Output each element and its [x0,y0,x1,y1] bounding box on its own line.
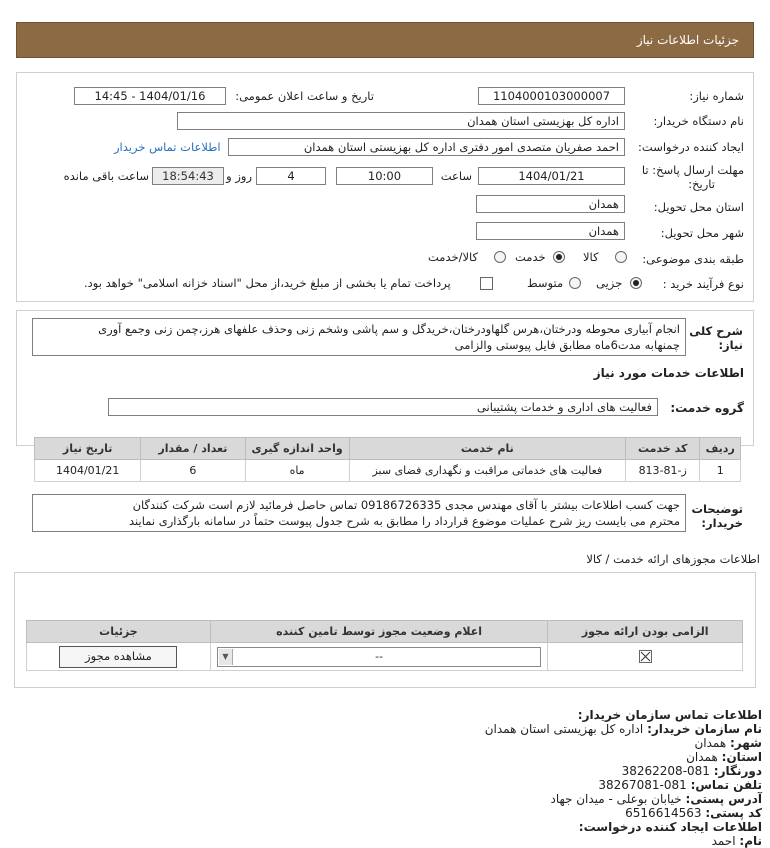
buyer-notes-line-1: جهت کسب اطلاعات بیشتر با آقای مهندس مجدی 09186726335 تماس حاصل فرمائید لازم است شرکت کنندگان [132,498,680,512]
permit-status-value: -- [375,649,384,663]
process-radio-medium[interactable] [569,277,581,289]
services-table [34,437,741,482]
need-details-panel [16,72,754,302]
contact-org: نام سازمان خریدار: اداره کل بهزیستی استان همدان [484,722,762,736]
requester-field: احمد صفریان متصدی امور دفتری اداره کل بهزیستی استان همدان [228,138,625,156]
city-field: همدان [476,222,625,240]
service-group-label: گروه خدمت: [670,401,744,415]
table-row [35,460,741,482]
treasury-payment-checkbox[interactable] [480,277,493,290]
description-box [32,318,686,356]
buyer-org-label: نام دستگاه خریدار: [653,114,744,128]
description-label-2: نیاز: [718,338,743,352]
deadline-label-date: تاریخ: [688,177,715,191]
cell-row: 1 [700,460,741,482]
deadline-date-field: 1404/01/21 [478,167,625,185]
category-option-goods-service: کالا/خدمت [428,250,479,264]
process-radio-minor[interactable] [630,277,642,289]
permits-table [26,620,743,671]
remaining-time-field: 18:54:43 [152,167,224,185]
category-radio-goods[interactable] [615,251,627,263]
province-label: استان محل تحویل: [653,200,744,214]
col-service-name: نام خدمت [349,438,625,460]
permits-table-header [27,621,743,643]
service-group-field: فعالیت های اداری و خدمات پشتیبانی [108,398,658,416]
cell-unit: ماه [245,460,349,482]
remaining-label: ساعت باقی مانده [63,169,149,183]
table-row [27,643,743,671]
cell-service-name: فعالیت های خدماتی مراقبت و نگهداری فضای سبز [349,460,625,482]
contact-fax: دورنگار: 081-38262208 [621,764,762,778]
col-row: ردیف [700,438,741,460]
cell-quantity: 6 [141,460,245,482]
col-service-code: کد خدمت [626,438,700,460]
creator-title: اطلاعات ایجاد کننده درخواست: [578,820,762,834]
contact-title: اطلاعات تماس سازمان خریدار: [577,708,762,722]
permit-status-select[interactable] [217,647,541,667]
process-option-medium: متوسط [527,276,564,290]
creator-name: نام: احمد [711,834,762,848]
contact-phone: تلفن تماس: 081-38267081 [598,778,762,792]
need-number-label: شماره نیاز: [689,89,744,103]
contact-city: شهر: همدان [694,736,762,750]
buyer-contact-link[interactable]: اطلاعات تماس خریدار [114,140,221,154]
deadline-label: مهلت ارسال پاسخ: تا [641,163,744,177]
cell-permit-details [27,643,211,671]
description-text-line-1: انجام آبیاری محوطه ودرختان،هرس گلهاودرختان،خریدگل و سم پاشی وشخم زنی وحذف علفهای هرز،چمن زنی وجمع آوری [98,322,680,336]
dropdown-arrow-icon[interactable]: ▼ [219,649,233,665]
description-text-line-2: چمنهابه مدت6ماه مطابق فایل پیوستی والزامی [454,338,680,352]
city-label: شهر محل تحویل: [660,226,744,240]
category-radio-goods-service[interactable] [494,251,506,263]
buyer-notes-line-2: محترم می بایست ریز شرح عملیات موضوع قرارداد را مطابق به شرح جدول پیوست حتماً در سامانه بارگذاری نمایند [129,514,680,528]
process-option-minor: جزیی [596,276,623,290]
col-permit-status: اعلام وضعیت مجوز توسط تامین کننده [210,621,547,643]
page-header [16,22,754,58]
checkbox-cross-icon [640,651,651,662]
view-permit-button[interactable]: مشاهده مجوز [59,646,177,668]
contact-postal-code: کد پستی: 6516614563 [625,806,762,820]
category-label: طبقه بندی موضوعی: [642,252,744,266]
col-permit-details: جزئیات [27,621,211,643]
contact-address: آدرس پستی: خیابان بوعلی - میدان جهاد [550,792,762,806]
deadline-time-label: ساعت [440,169,472,183]
process-label: نوع فرآیند خرید : [662,277,744,291]
province-field: همدان [476,195,625,213]
cell-service-code: ز-81-813 [626,460,700,482]
buyer-notes-label: توضیحات [691,502,743,516]
category-radio-service[interactable] [553,251,565,263]
page-title: جزئیات اطلاعات نیاز [636,33,739,47]
category-option-service: خدمت [515,250,546,264]
need-number-field: 1104000103000007 [478,87,625,105]
col-permit-required: الزامی بودن ارائه مجوز [548,621,743,643]
buyer-notes-label-2: خریدار: [701,516,743,530]
col-unit: واحد اندازه گیری [245,438,349,460]
requester-label: ایجاد کننده درخواست: [638,140,744,154]
col-quantity: تعداد / مقدار [141,438,245,460]
buyer-notes-box [32,494,686,532]
treasury-payment-note: پرداخت تمام یا بخشی از مبلغ خرید،از محل "اسناد خزانه اسلامی" خواهد بود. [84,276,451,290]
services-section-title: اطلاعات خدمات مورد نیاز [593,366,744,380]
services-table-header [35,438,741,460]
days-field: 4 [256,167,326,185]
announce-label: تاریخ و ساعت اعلان عمومی: [235,89,374,103]
cell-permit-status [210,643,547,671]
cell-need-date: 1404/01/21 [35,460,141,482]
category-option-goods: کالا [583,250,599,264]
permits-section-title: اطلاعات مجوزهای ارائه خدمت / کالا [586,552,760,566]
days-label: روز و [226,169,252,183]
deadline-time-field: 10:00 [336,167,433,185]
description-label: شرح کلی [689,324,743,338]
cell-permit-required [548,643,743,671]
buyer-org-field: اداره کل بهزیستی استان همدان [177,112,625,130]
required-checkbox[interactable] [639,650,652,663]
announce-field: 1404/01/16 - 14:45 [74,87,226,105]
col-need-date: تاریخ نیاز [35,438,141,460]
contact-province: استان: همدان [686,750,762,764]
